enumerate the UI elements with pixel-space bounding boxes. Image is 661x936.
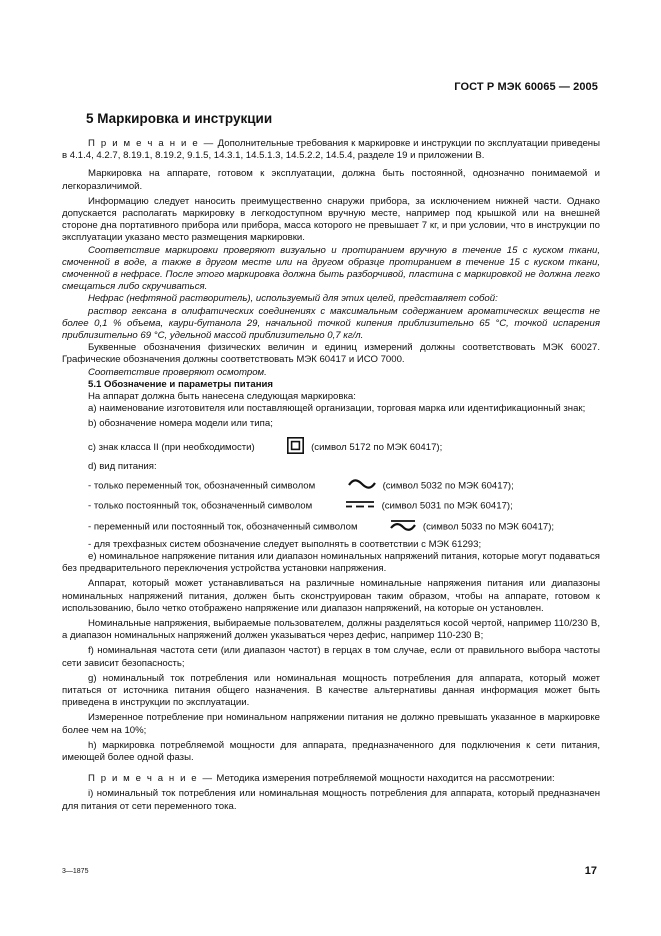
note-text: Методика измерения потребляемой мощности находится на рассмотрении: [213,773,555,785]
list-subitem-three-phase: - для трехфазных систем обозначение следует выполнять в соответствии с МЭК 61293; [88,538,482,550]
note-text: Дополнительные требования к маркировке и инструкции по эксплуатации приведены в 4.1.4, 4.2.7, 8.19.1, 8.19.2, 9.1.5, 14.3.1, 14.5.1.3, 14.5.2.2, 14.5.4, разделе 19 и приложении В. [62,138,600,162]
paragraph-italic: Соответствие маркировки проверяют визуально и протиранием вручную в течение 15 с куском ткани, смоченной в воде, а также в другом месте или на другом образце протиранием в течение 15 с куском ткани, смоченной в нефрасе. После этого маркировка должна быть разборчивой, пластина с маркировкой не должна легко смещаться либо скручиваться. [62,244,600,293]
list-item-b: b) обозначение номера модели или типа; [88,418,273,430]
paragraph: Буквенные обозначения физических величин и единиц измерений должны соответствовать МЭК 60027. Графические обозначения должны соответствовать МЭК 60417 и ИСО 7000. [62,342,600,366]
subsection-title: 5.1 Обозначение и параметры питания [88,378,274,390]
page-number: 17 [584,865,597,877]
note-1 [62,138,600,162]
note-2 [62,773,600,785]
list-item-e: е) номинальное напряжение питания или диапазон номинальных напряжений питания, которые могут подаваться без предварительного переключения устройства установки напряжения. [62,550,600,575]
note-label: П р и м е ч а н и е — [88,138,215,149]
paragraph: Аппарат, который может устанавливаться на различные номинальные напряжения питания или диапазоны номинальных напряжений питания, должен быть сконструирован таким образом, чтобы на аппарате, готовом к использованию, было четко отображено напряжение или диапазон напряжений, на которые он установлен. [62,578,600,614]
paragraph: Измеренное потребление при номинальном напряжении питания не должно превышать указанное в маркировке более чем на 10%; [62,712,600,736]
paragraph-italic: раствор гексана в олифатических соединениях с максимальным содержанием ароматических веществ не более 0,1 % объема, каури-бутанола 29, начальной точкой кипения приблизительно 65 °С, точкой испарения приблизительно 69 °С, удельной массой приблизительно 0,7 кг/л. [62,305,600,342]
body-text [62,138,600,813]
list-item-d: d) вид питания: [88,460,157,472]
note-label: П р и м е ч а н и е — [88,773,214,785]
list-subitem-ac-dc: - переменный или постоянный ток, обозначенный символом (символ 5033 по МЭК 60417); [62,519,600,535]
list-item-g: g) номинальный ток потребления или номинальная мощность потребления для аппарата, который может питаться от источника питания общего назначения. В качестве альтернативы данная информация может быть приведена в инструкции по эксплуатации. [62,672,600,709]
doc-code-header: ГОСТ Р МЭК 60065 — 2005 [454,81,598,93]
list-item-a: а) наименование изготовителя или поставляющей организации, торговая марка или идентификационный знак; [88,403,586,415]
print-code: 3—1875 [62,868,89,875]
ac-dc-icon [364,519,416,535]
paragraph-italic: Нефрас (нефтяной растворитель), используемый для этих целей, представляет собой: [88,293,498,305]
paragraph: Информацию следует наносить преимущественно снаружи прибора, за исключением нижней части. Однако допускается располагать маркировку в легкодоступном вручную месте, например под крышкой или на внешней стороне дна портативного прибора или прибора, масса которого не превышает 7 кг, и при условии, что в инструкции по эксплуатации указано место размещения маркировки. [62,195,600,244]
class-ii-double-square-icon [261,437,304,458]
paragraph: Маркировка на аппарате, готовом к эксплуатации, должна быть постоянной, однозначно понимаемой и легкоразличимой. [62,168,600,192]
list-item-h: h) маркировка потребляемой мощности для аппарата, предназначенного для подключения к сети питания, имеющей более одной фазы. [62,739,600,763]
paragraph: На аппарат должна быть нанесена следующая маркировка: [88,391,356,403]
paragraph-italic: Соответствие проверяют осмотром. [88,366,267,378]
paragraph: Номинальные напряжения, выбираемые пользователем, должны разделяться косой чертой, например 110/230 В, а диапазон номинальных напряжений должен указываться через дефис, например 110-230 В; [62,617,600,642]
list-item-i: i) номинальный ток потребления или номинальная мощность потребления для аппарата, который предназначен для питания от сети переменного тока. [62,788,600,812]
ac-sine-icon [322,479,376,493]
list-subitem-ac: - только переменный ток, обозначенный символом (символ 5032 по МЭК 60417); [88,480,514,492]
dc-lines-icon [319,499,375,513]
section-title: 5 Маркировка и инструкции [86,111,273,126]
list-item-f: f) номинальная частота сети (или диапазон частот) в герцах в том случае, если от правильного выбора частоты сети зависит безопасность; [62,645,600,669]
list-subitem-dc: - только постоянный ток, обозначенный символом (символ 5031 по МЭК 60417); [88,500,513,512]
list-item-c: с) знак класса II (при необходимости) (символ 5172 по МЭК 60417); [62,437,600,458]
